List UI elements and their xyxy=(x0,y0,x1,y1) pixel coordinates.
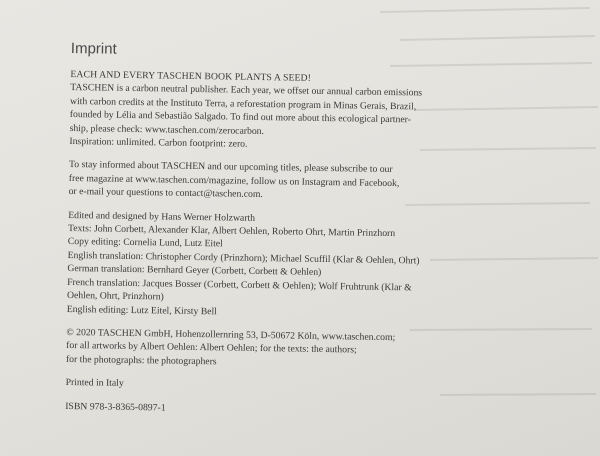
isbn: ISBN 978-3-8365-0897-1 xyxy=(65,400,166,414)
carbon-line: EACH AND EVERY TASCHEN BOOK PLANTS A SEED! xyxy=(70,68,312,84)
carbon-neutral-paragraph xyxy=(69,68,510,155)
credit-line: Texts: John Corbett, Alexander Klar, Albert Oehlen, Roberto Ohrt, Martin Prinzhorn xyxy=(67,223,396,240)
copyright-paragraph xyxy=(66,326,507,373)
credit-line: German translation: Bernhard Geyer (Corbett, Corbett & Oehlen) xyxy=(67,263,322,279)
copyright-line: © 2020 TASCHEN GmbH, Hohenzollernring 53, D-50672 Köln, www.taschen.com; xyxy=(66,326,396,344)
credit-line: Oehlen, Ohrt, Prinzhorn) xyxy=(66,290,164,303)
credit-line: English editing: Lutz Eitel, Kirsty Bell xyxy=(66,303,217,317)
newsletter-paragraph xyxy=(69,158,510,205)
printed-paragraph xyxy=(66,376,506,396)
printed-in: Printed in Italy xyxy=(65,377,124,389)
copyright-line: for all artworks by Albert Oehlen: Albert Oehlen; for the texts: the authors; xyxy=(66,340,357,356)
credits-paragraph xyxy=(67,209,509,323)
carbon-line: with carbon credits at the Instituto Terra, a reforestation program in Minas Gerais, Brazil, xyxy=(69,95,417,113)
credit-line: Copy editing: Cornelia Lund, Lutz Eitel xyxy=(67,236,223,250)
carbon-line: Inspiration: unlimited. Carbon footprint: zero. xyxy=(69,136,248,150)
carbon-line: TASCHEN is a carbon neutral publisher. Each year, we offset our annual carbon emissions xyxy=(70,82,423,99)
copyright-line: for the photographs: the photographers xyxy=(65,353,217,368)
newsletter-line: free magazine at www.taschen.com/magazine, follow us on Instagram and Facebook, xyxy=(68,172,400,190)
carbon-line: founded by Lélia and Sebastião Salgado. To find out more about this ecological partner- xyxy=(69,109,412,126)
imprint-text xyxy=(65,40,511,430)
newsletter-line: To stay informed about TASCHEN and our upcoming titles, please subscribe to our xyxy=(68,159,393,176)
carbon-line: ship, please check: www.taschen.com/zerocarbon. xyxy=(69,122,265,137)
isbn-paragraph xyxy=(65,399,505,419)
newsletter-line: or e-mail your questions to contact@taschen.com. xyxy=(68,186,263,201)
credit-line: English translation: Christopher Cordy (Prinzhorn); Michael Scuffil (Klar & Oehlen, Ohrt) xyxy=(67,249,420,267)
credit-line: French translation: Jacques Bosser (Corbett, Corbett & Oehlen); Wolf Fruhtrunk (Klar & xyxy=(67,276,412,294)
credit-line: Edited and designed by Hans Werner Holzwarth xyxy=(68,209,256,224)
page-title: Imprint xyxy=(70,40,117,58)
